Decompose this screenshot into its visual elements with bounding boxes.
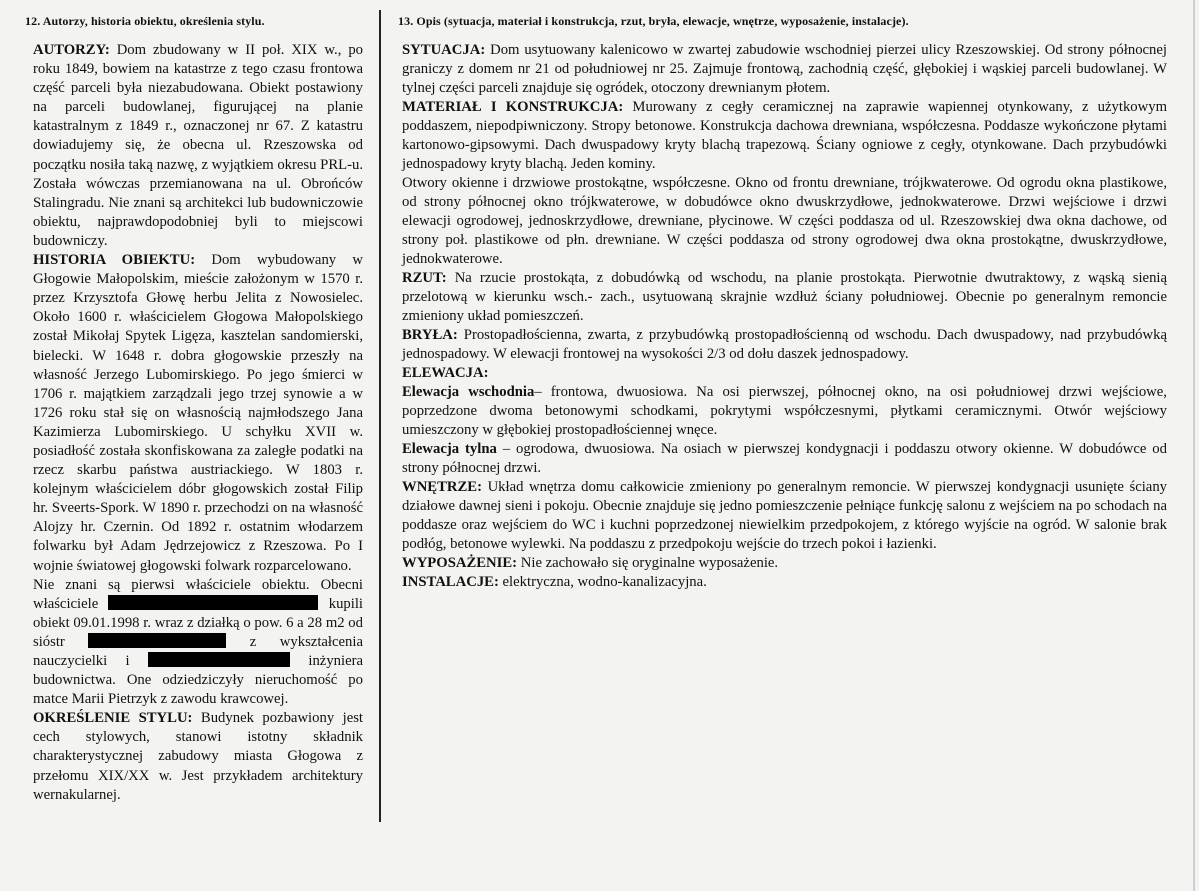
column-divider bbox=[379, 10, 381, 822]
instalacje-heading: INSTALACJE: bbox=[402, 574, 499, 590]
redaction-bar bbox=[148, 652, 290, 667]
sytuacja-paragraph bbox=[402, 41, 1167, 98]
autorzy-paragraph bbox=[33, 41, 363, 251]
scan-edge bbox=[1193, 0, 1195, 891]
redaction-bar bbox=[88, 633, 226, 648]
section-13-title: 13. Opis (sytuacja, materiał i konstrukcja, rzut, bryła, elewacje, wnętrze, wyposażenie, instalacje). bbox=[398, 14, 909, 28]
wnetrze-heading: WNĘTRZE: bbox=[402, 479, 482, 495]
wyposazenie-text: Nie zachowało się oryginalne wyposażenie. bbox=[520, 555, 779, 571]
autorzy-heading: AUTORZY: bbox=[33, 42, 110, 58]
styl-text: Budynek pozbawiony jest cech stylowych, stanowi istotny składnik charakterystycznej zabudowy miasta Głogowa z przełomu XIX/XX w. Jest przykładem architektury wernakularnej. bbox=[33, 710, 364, 803]
elewacja-tylna-paragraph bbox=[402, 440, 1167, 478]
historia-paragraph bbox=[33, 251, 363, 576]
wnetrze-paragraph bbox=[402, 478, 1167, 554]
section-13-body bbox=[402, 41, 1167, 592]
sytuacja-heading: SYTUACJA: bbox=[402, 42, 486, 58]
elewacja-wschodnia-text: – frontowa, dwuosiowa. Na osi pierwszej, północnej okno, na osi południowej drzwi wejściowe, poprzedzone dwoma betonowymi schodkami, pokrytymi współczesnymi, płytkami ceramicznymi. Otwór wejściowy umieszczony w głębokiej prostopadłościennej wnęce. bbox=[402, 384, 1167, 438]
section-12-title: 12. Autorzy, historia obiektu, określenia stylu. bbox=[25, 14, 265, 28]
rzut-text: Na rzucie prostokąta, z dobudówką od wschodu, na planie prostokąta. Pierwotnie dwutraktowy, z wąską sienią przelotową w kierunku wsch.- zach., usytuowaną skrajnie wzdłuż ściany południowej. Obecnie po generalnym remoncie zmieniony układ pomieszczeń. bbox=[402, 270, 1168, 324]
owners-text-3: z wykształcenia nauczycielki i bbox=[33, 633, 363, 669]
historia-heading: HISTORIA OBIEKTU: bbox=[33, 252, 196, 269]
material-paragraph bbox=[402, 98, 1167, 174]
instalacje-text: elektryczna, wodno-kanalizacyjna. bbox=[502, 574, 707, 590]
owners-paragraph bbox=[33, 576, 363, 710]
redaction-bar bbox=[108, 595, 318, 610]
styl-paragraph bbox=[33, 709, 363, 804]
wnetrze-text: Układ wnętrza domu całkowicie zmieniony po generalnym remoncie. W pierwszej kondygnacji usunięte ściany działowe dawnej sieni i pokoju. Obecnie znajduje się jedno pomieszczenie pełniące funkcję salonu z wejściem na po schodach na poddasze oraz wejściem do WC i kuchni poprzedzonej niewielkim przedpokojem, z którego wyjście na ogród. W salonie brak podłóg, betonowe wylewki. Na poddaszu z przedpokoju wejście do trzech pokoi i łazienki. bbox=[402, 479, 1168, 552]
elewacja-wschodnia-heading: Elewacja wschodnia bbox=[402, 384, 535, 400]
elewacja-tylna-heading: Elewacja tylna bbox=[402, 441, 497, 457]
autorzy-text: Dom zbudowany w II poł. XIX w., po roku 1849, bowiem na katastrze z tego czasu frontowa część parceli była niezabudowana. Obiekt postawiony na parceli budowlanej, figurującej na planie katastralnym z 1849 r., oznaczonej nr 67. Z katastru dowiadujemy się, że obecna ul. Rzeszowska od początku nosiła taką nazwę, z wyjątkiem okresu PRL-u. Została wówczas przemianowana na ul. Obrońców Stalingradu. Nie znani są architekci lub budowniczowie obiektu, najprawdopodobniej byli to miejscowi budowniczy. bbox=[33, 42, 364, 249]
instalacje-paragraph bbox=[402, 573, 1167, 592]
sytuacja-text: Dom usytuowany kalenicowo w zwartej zabudowie wschodniej pierzei ulicy Rzeszowskiej. Od strony północnej graniczy z domem nr 21 od południowej nr 25. Zajmuje frontową, zachodnią część, głębokiej i wąskiej parceli budowlanej. W tylnej części parceli znajduje się ogródek, otoczony drewnianym płotem. bbox=[402, 42, 1168, 96]
elewacja-tylna-text: – ogrodowa, dwuosiowa. Na osiach w pierwszej kondygnacji i poddaszu otwory okienne. W dobudówce od strony północnej drzwi. bbox=[402, 441, 1167, 476]
rzut-paragraph bbox=[402, 269, 1167, 326]
right-column bbox=[398, 14, 1168, 592]
elewacja-wschodnia-paragraph bbox=[402, 383, 1167, 440]
otwory-paragraph: Otwory okienne i drzwiowe prostokątne, współczesne. Okno od frontu drewniane, trójkwaterowe. Od ogrodu okna plastikowe, od strony północnej okno trójkwaterowe, w dobudówce okno dwuskrzydłowe, jednokwaterowe. Drzwi wejściowe i drzwi elewacji ogrodowej, jednoskrzydłowe, drewniane, płycinowe. W części poddasza od ul. Rzeszowskiej dwa okna dachowe, od strony poł. plastikowe od płn. drewniane. W części poddasza od strony ogrodowej dwa okna prostokątne, dwuskrzydłowe, jednokwaterowe. bbox=[402, 175, 1167, 267]
rzut-heading: RZUT: bbox=[402, 270, 447, 286]
styl-heading: OKREŚLENIE STYLU: bbox=[33, 710, 193, 727]
bryla-heading: BRYŁA: bbox=[402, 327, 458, 343]
owners-text-4: inżyniera budownictwa. One odziedziczyły nieruchomość po matce Marii Pietrzyk z zawodu krawcowej. bbox=[33, 653, 364, 708]
wyposazenie-paragraph bbox=[402, 554, 1167, 573]
historia-text: Dom wybudowany w Głogowie Małopolskim, mieście założonym w 1570 r. przez Krzysztofa Głowę herbu Jelita z Nowosielec. Około 1600 r. właścicielem Głogowa Małopolskiego został Mikołaj Spytek Ligęza, kasztelan sandomierski, bielecki. W 1648 r. dobra głogowskie przeszły na własność Jerzego Lubomirskiego. Po jego śmierci w 1706 r. majątkiem zarządzali jego trzej synowie a w 1726 roku stał się on własnością najmłodszego Jana Kazimierza Lubomirskiego. U schyłku XVII w. posiadłość została skonfiskowana za zaległe podatki na rzecz skarbu państwa austriackiego. W 1803 r. kolejnym właścicielem dóbr głogowskich został Filip hr. Sveerts-Spork. W 1890 r. przechodzi on na własność Alojzy hr. Czernin. Od 1892 r. ostatnim włodarzem folwarku był Adam Jędrzejowicz z Rzeszowa. Po I wojnie światowej głogowski folwark rozparcelowano. bbox=[33, 252, 363, 574]
section-12-body bbox=[33, 41, 363, 805]
bryla-text: Prostopadłościenna, zwarta, z przybudówką prostopadłościenną od wschodu. Dach dwuspadowy, nad przybudówką jednospadowy. W elewacji frontowej na wysokości 2/3 od dołu daszek jednospadowy. bbox=[402, 327, 1167, 362]
material-text: Murowany z cegły ceramicznej na zaprawie wapiennej otynkowany, z użytkowym poddaszem, niepodpiwniczony. Stropy betonowe. Konstrukcja dachowa drewniana, współczesna. Poddasze wykończone płytami kartonowo-gipsowymi. Dach dwuspadowy kryty blachą trapezową. Ściany ogniowe z cegły, otynkowane. Dach przybudówki jednospadowy kryty blachą. Jeden kominy. bbox=[402, 99, 1168, 172]
elewacja-heading: ELEWACJA: bbox=[402, 365, 489, 381]
material-heading: MATERIAŁ I KONSTRUKCJA: bbox=[402, 99, 624, 115]
wyposazenie-heading: WYPOSAŻENIE: bbox=[402, 555, 518, 571]
bryla-paragraph bbox=[402, 326, 1167, 364]
owners-text-2: kupili obiekt 09.01.1998 r. wraz z działką o pow. 6 a 28 m2 od sióstr bbox=[33, 595, 363, 650]
owners-text-1: Nie znani są pierwsi właściciele obiektu. Obecni właściciele bbox=[33, 576, 363, 612]
left-column bbox=[25, 14, 364, 805]
